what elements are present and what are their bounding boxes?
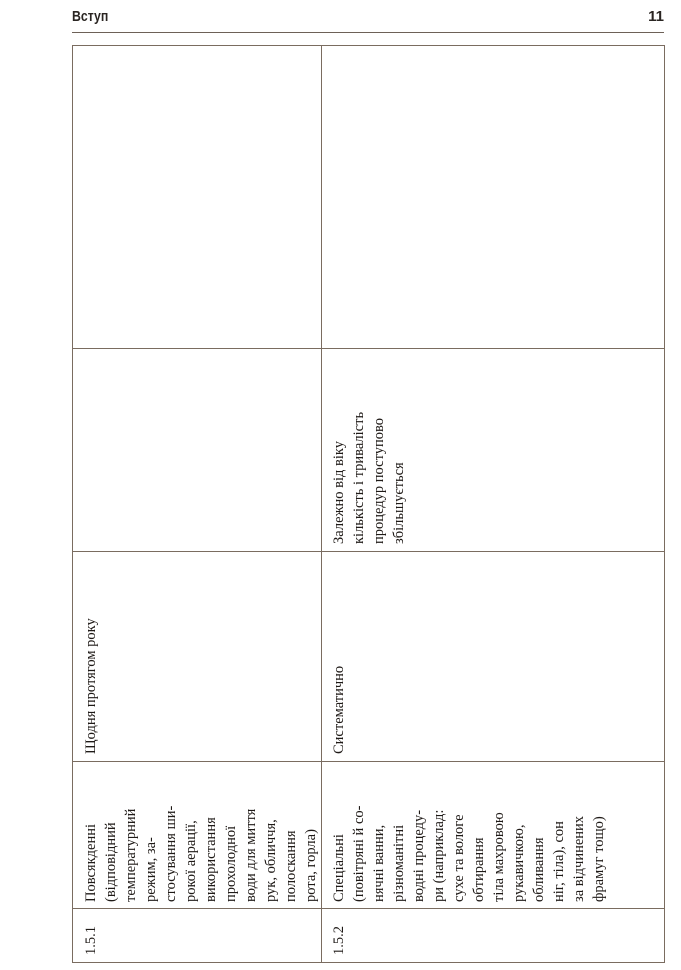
procedure-line: рук, обличчя, — [263, 819, 279, 902]
frequency-line: Систематично — [331, 665, 347, 754]
procedure-line: обтирання — [471, 837, 487, 902]
hardening-table — [72, 45, 665, 963]
column-divider — [73, 348, 664, 349]
procedure-line: за відчинених — [571, 815, 587, 902]
column-divider — [73, 908, 664, 909]
procedure-line: стосування ши- — [163, 805, 179, 902]
procedure-line: (відповідний — [103, 822, 119, 902]
procedure-line: сухе та вологе — [451, 814, 467, 902]
column-divider — [73, 761, 664, 762]
procedure-line: використання — [203, 817, 219, 902]
row-number-text: 1.5.1 — [83, 926, 99, 955]
dosage-line: кількість і тривалість — [351, 411, 367, 544]
procedure-line: режим, за- — [143, 837, 159, 902]
procedure-line: полоскання — [283, 830, 299, 902]
dosage-line: процедур поступово — [371, 418, 387, 544]
frequency-cell-2 — [329, 558, 349, 754]
procedure-line: фрамуг тощо) — [591, 816, 607, 902]
dosage-line: збільшується — [391, 462, 407, 544]
frequency-line: Щодня протягом року — [83, 618, 99, 754]
procedure-line: рота, горла) — [303, 829, 319, 902]
procedure-line: рокої аерації, — [183, 820, 199, 902]
column-divider — [73, 551, 664, 552]
procedure-line: (повітряні й со- — [351, 805, 367, 902]
procedure-line: температурний — [123, 808, 139, 902]
section-title: Вступ — [72, 8, 109, 25]
procedure-line: різноманітні — [391, 824, 407, 902]
procedure-line: нячні ванни, — [371, 824, 387, 902]
procedure-line: Повсякденні — [83, 824, 99, 902]
procedure-line: ніг, тіла), сон — [551, 821, 567, 902]
dosage-line: Залежно від віку — [331, 441, 347, 544]
procedure-line: Спеціальні — [331, 834, 347, 902]
procedure-cell-2 — [329, 768, 609, 902]
row-number-2 — [329, 915, 349, 955]
row-divider — [321, 46, 322, 962]
procedure-line: водні процеду- — [411, 809, 427, 902]
procedure-line: води для миття — [243, 808, 259, 902]
procedure-line: обливання — [531, 837, 547, 902]
frequency-cell-1 — [81, 558, 101, 754]
row-number-1 — [81, 915, 101, 955]
procedure-line: прохолодної — [223, 825, 239, 902]
procedure-line: ри (наприклад: — [431, 809, 447, 902]
dosage-cell-2 — [329, 358, 409, 544]
procedure-line: тіла махровою — [491, 812, 507, 902]
procedure-line: рукавичкою, — [511, 824, 527, 902]
running-header — [72, 8, 664, 33]
row-number-text: 1.5.2 — [331, 926, 347, 955]
procedure-cell-1 — [81, 768, 321, 902]
page-number: 11 — [648, 8, 664, 25]
